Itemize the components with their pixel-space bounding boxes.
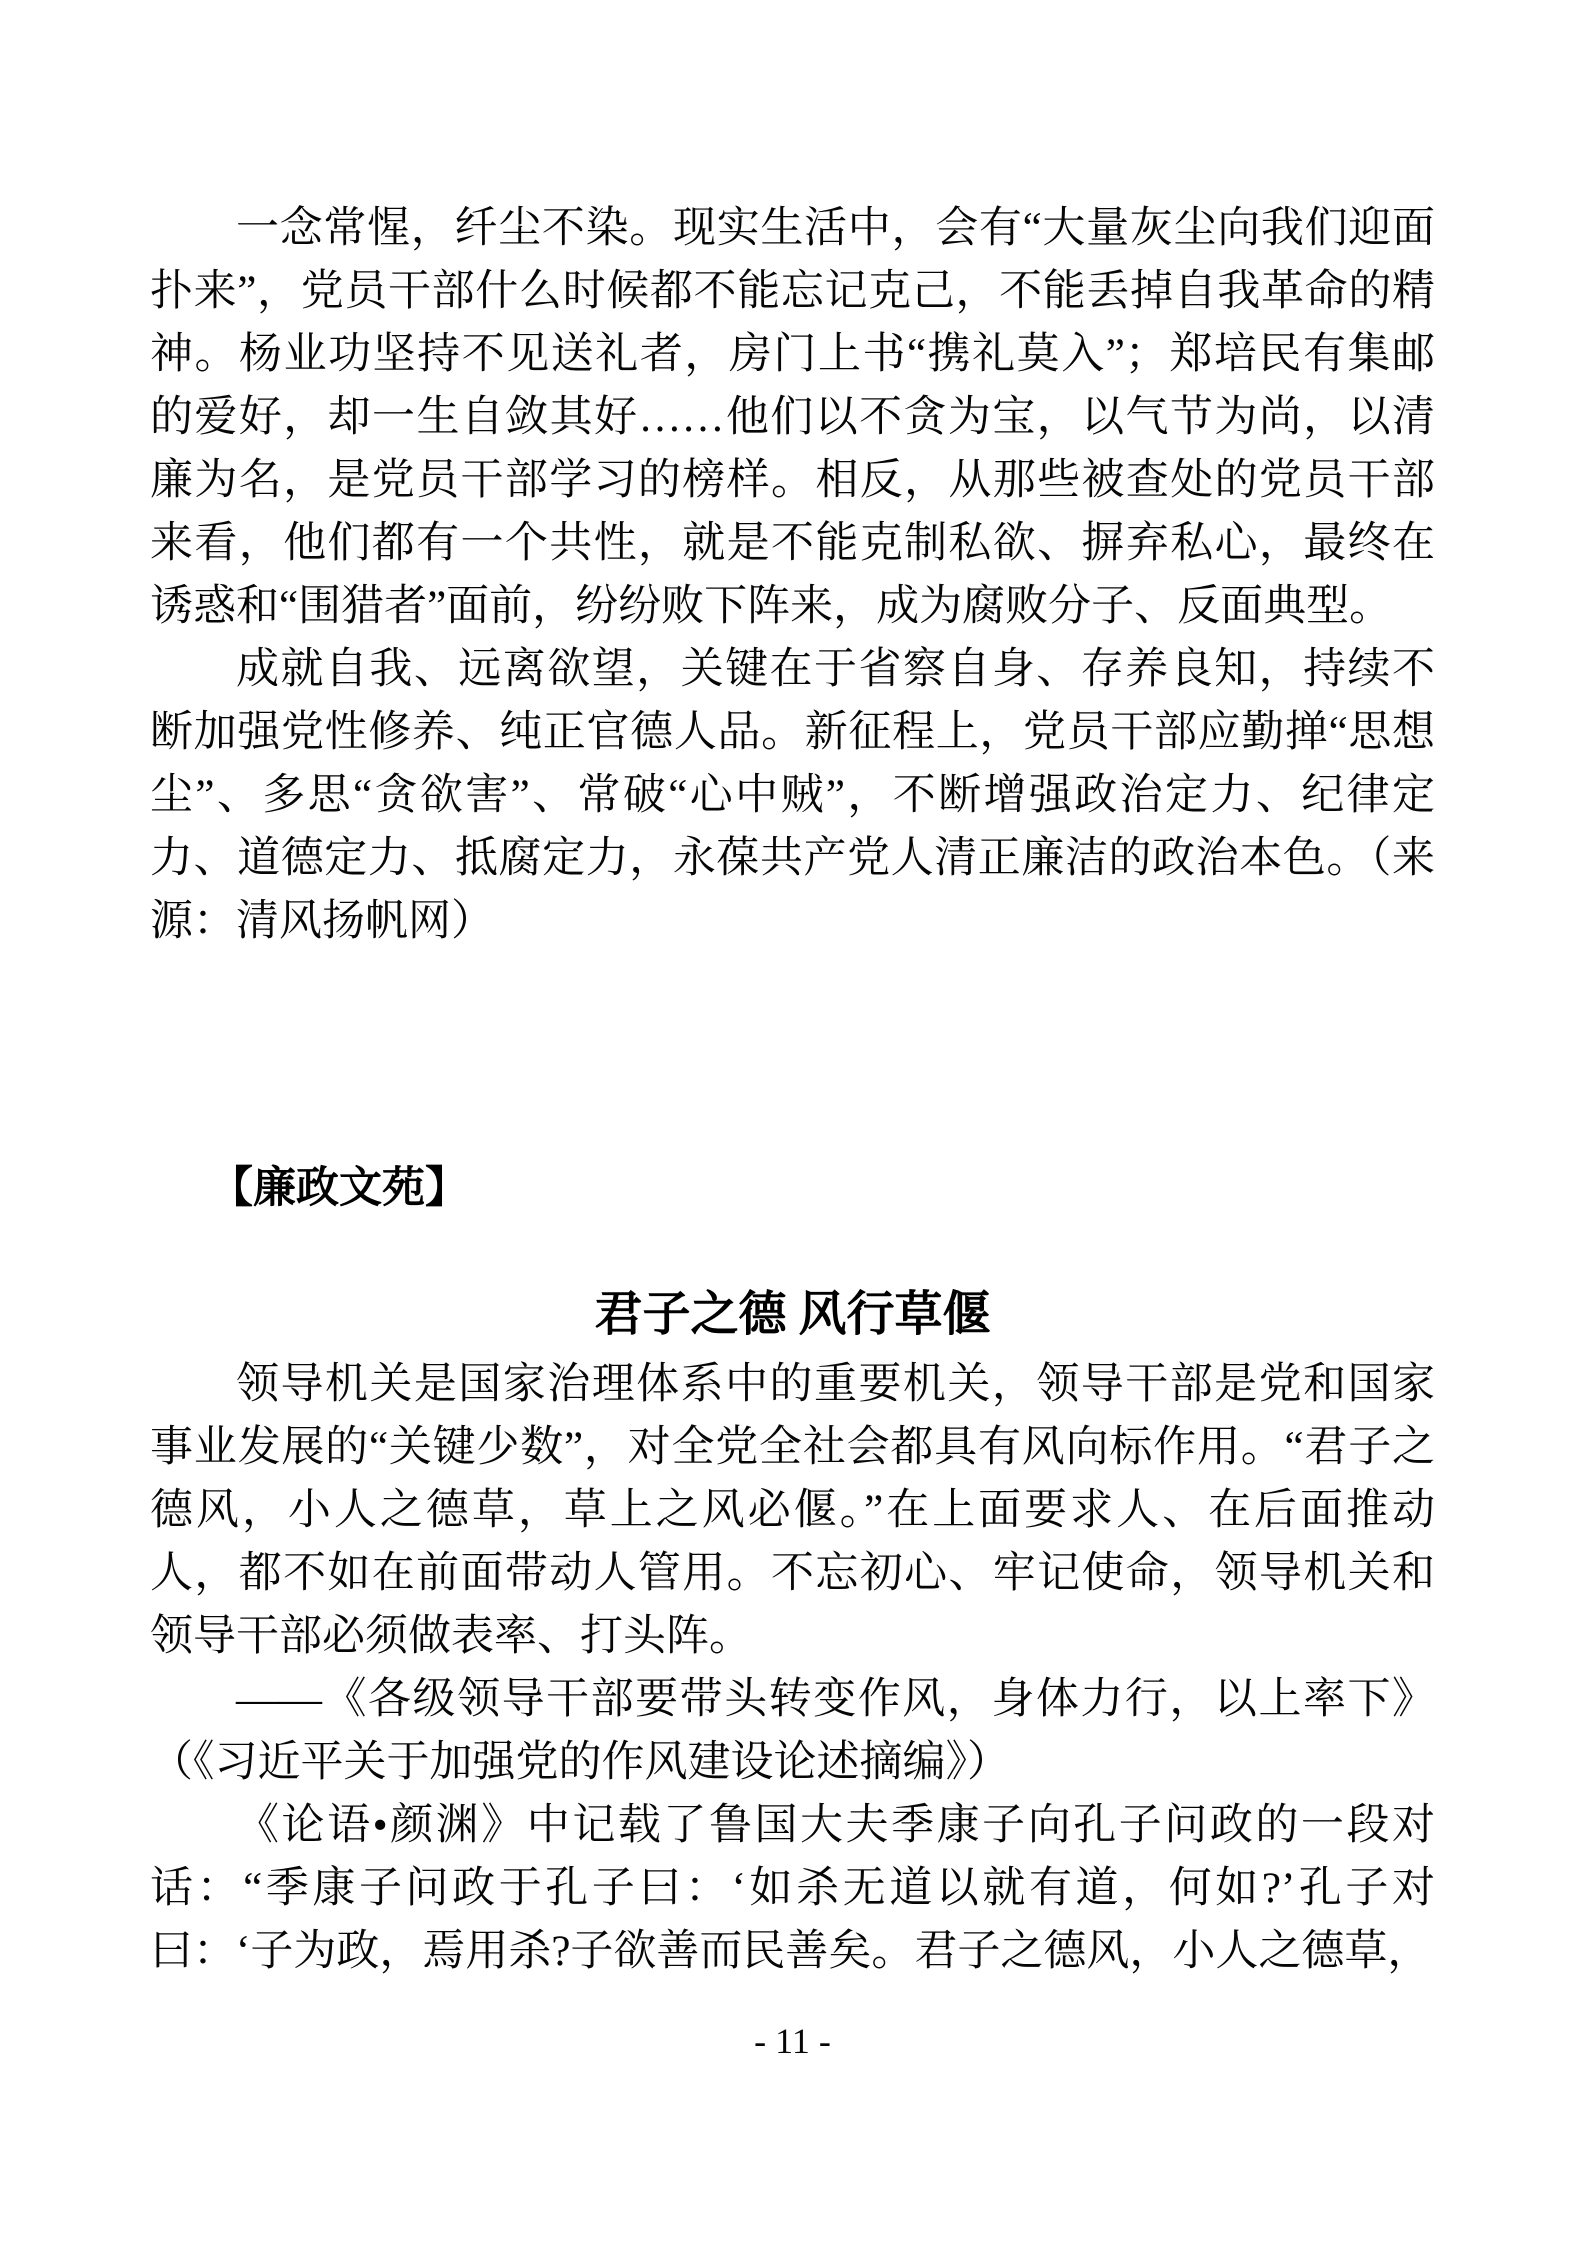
document-content: [150, 197, 1435, 2062]
body-paragraph: 《论语•颜渊》中记载了鲁国大夫季康子向孔子问政的一段对话：“季康子问政于孔子曰：‘如杀无道以就有道，何如?’孔子对曰：‘子为政，焉用杀?子欲善而民善矣。君子之德风，小人之德草，: [150, 1802, 1435, 1975]
body-paragraph: 领导机关是国家治理体系中的重要机关，领导干部是党和国家事业发展的“关键少数”，对全党全社会都具有风向标作用。“君子之德风，小人之德草，草上之风必偃。”在上面要求人、在后面推动人，都不如在前面带动人管用。不忘初心、牢记使命，领导机关和领导干部必须做表率、打头阵。: [150, 1361, 1435, 1660]
article-title: 君子之德 风行草偃: [594, 1288, 991, 1341]
body-paragraph: 一念常惺，纤尘不染。现实生活中，会有“大量灰尘向我们迎面扑来”，党员干部什么时候都不能忘记克己，不能丢掉自我革命的精神。杨业功坚持不见送礼者，房门上书“携礼莫入”；郑培民有集邮的爱好，却一生自敛其好……他们以不贪为宝，以气节为尚，以清廉为名，是党员干部学习的榜样。相反，从那些被查处的党员干部来看，他们都有一个共性，就是不能克制私欲、摒弃私心，最终在诱惑和“围猎者”面前，纷纷败下阵来，成为腐败分子、反面典型。: [150, 205, 1435, 630]
body-paragraph: 成就自我、远离欲望，关键在于省察自身、存养良知，持续不断加强党性修养、纯正官德人品。新征程上，党员干部应勤掸“思想尘”、多思“贪欲害”、常破“心中贼”，不断增强政治定力、纪律定力、道德定力、抵腐定力，永葆共产党人清正廉洁的政治本色。（来源：清风扬帆网）: [150, 646, 1435, 945]
section-heading: 【廉政文苑】: [210, 1164, 468, 1212]
quote-attribution-paragraph: ——《各级领导干部要带头转变作风，身体力行，以上率下》（《习近平关于加强党的作风建设论述摘编》）: [150, 1676, 1435, 1786]
page-number: - 11 -: [754, 2021, 831, 2061]
